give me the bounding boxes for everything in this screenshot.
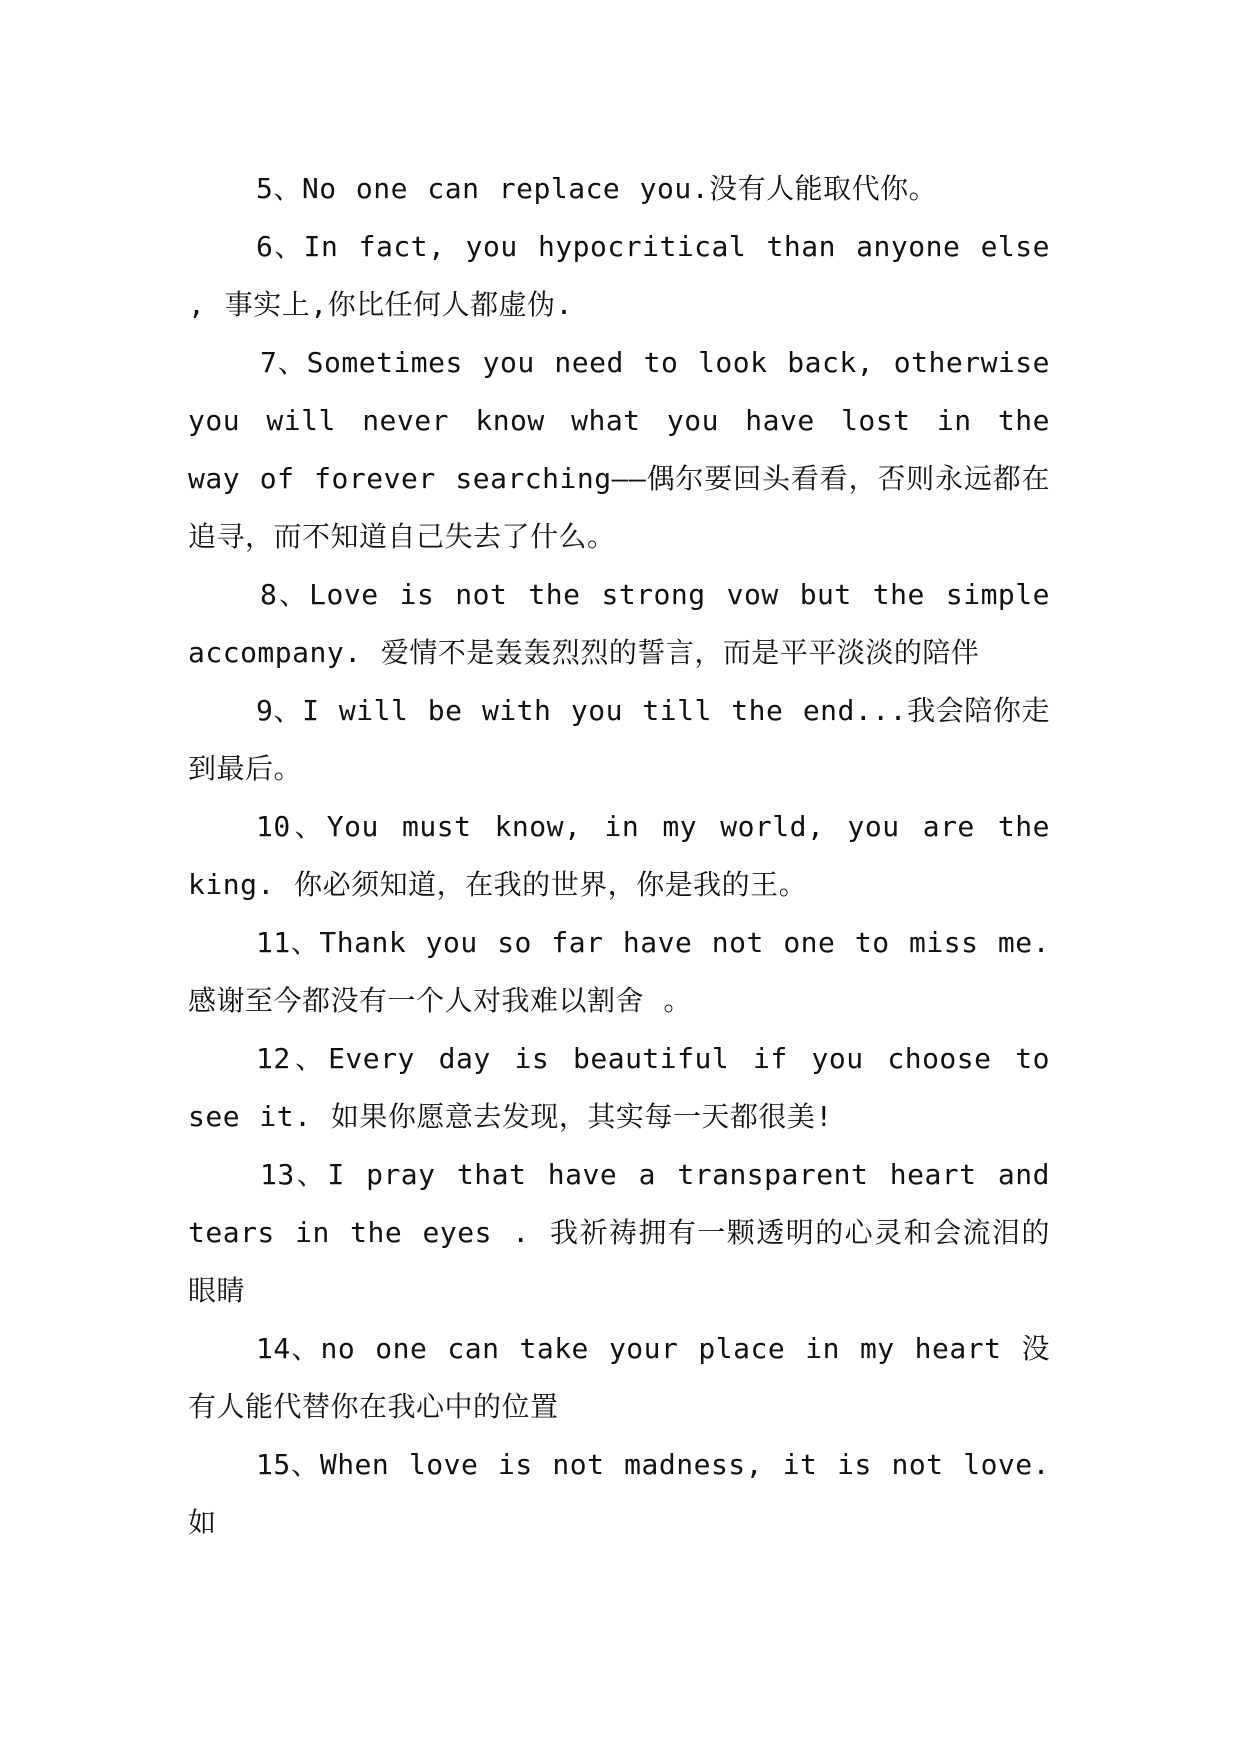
quote-paragraph-7: 7、Sometimes you need to look back, otherwise you will never know what you have lost in the way of forever searching——偶尔要回头看看，否则永远都在追寻，而不知道自己失去了什么。 [188,346,1050,553]
quote-paragraph-10: 10、You must know, in my world, you are the king. 你必须知道，在我的世界，你是我的王。 [188,810,1050,901]
document-body [188,160,1050,1552]
quote-paragraph-14: 14、no one can take your place in my heart 没有人能代替你在我心中的位置 [188,1332,1050,1423]
quote-paragraph-11: 11、Thank you so far have not one to miss me.感谢至今都没有一个人对我难以割舍 。 [188,926,1050,1017]
quote-paragraph-6: 6、In fact, you hypocritical than anyone else , 事实上,你比任何人都虚伪. [188,230,1050,321]
quote-paragraph-15: 15、When love is not madness, it is not love.如 [188,1448,1050,1539]
quote-paragraph-12: 12、Every day is beautiful if you choose to see it. 如果你愿意去发现，其实每一天都很美! [188,1042,1050,1133]
quote-paragraph-9: 9、I will be with you till the end...我会陪你走到最后。 [188,694,1050,785]
quote-paragraph-13: 13、I pray that have a transparent heart and tears in the eyes . 我祈祷拥有一颗透明的心灵和会流泪的眼睛 [188,1158,1050,1307]
quote-paragraph-8: 8、Love is not the strong vow but the simple accompany. 爱情不是轰轰烈烈的誓言，而是平平淡淡的陪伴 [188,578,1050,669]
quote-paragraph-5: 5、No one can replace you.没有人能取代你。 [256,172,938,205]
